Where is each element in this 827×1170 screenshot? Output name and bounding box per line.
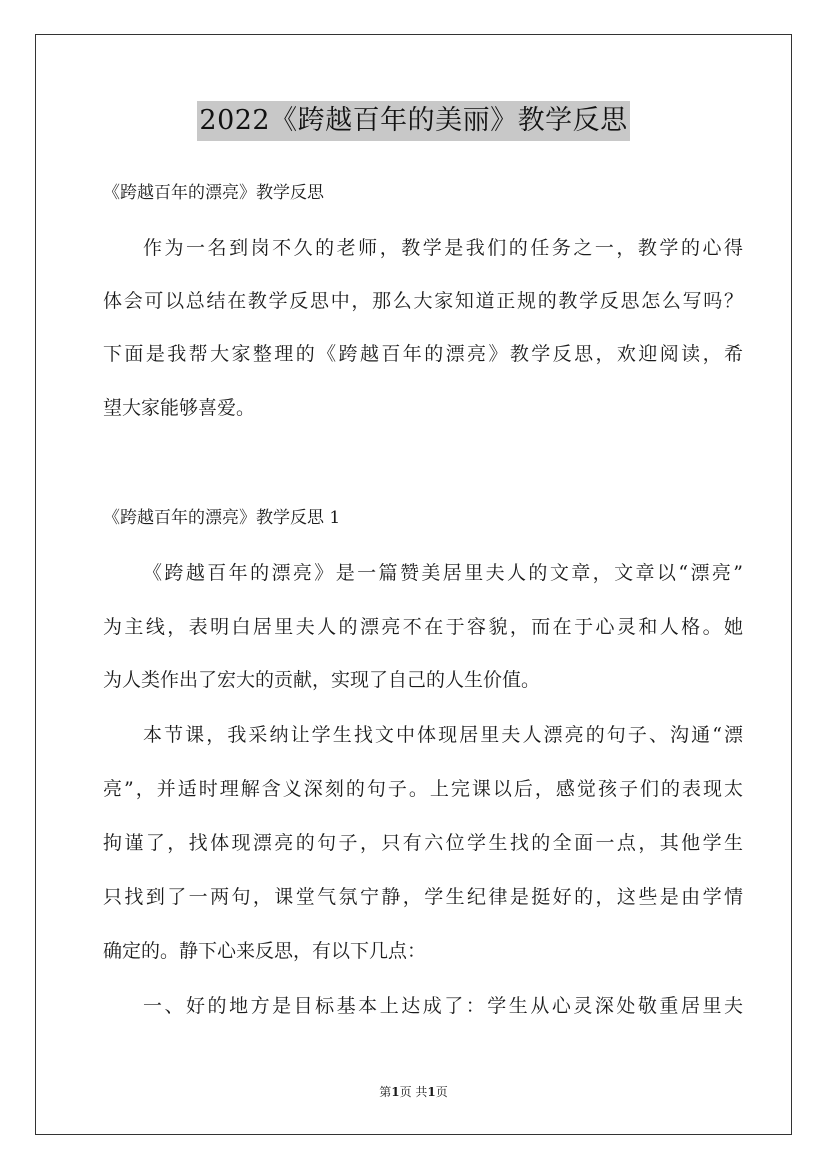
para1-line: 为主线，表明白居里夫人的漂亮不在于容貌，而在于心灵和人格。她	[103, 616, 743, 638]
footer-total-pages: 1	[427, 1085, 436, 1099]
para3-line: 一、好的地方是目标基本上达成了：学生从心灵深处敬重居里夫	[143, 995, 743, 1017]
intro-line: 作为一名到岗不久的老师，教学是我们的任务之一，教学的心得	[143, 237, 743, 259]
footer-prefix: 第	[379, 1085, 392, 1099]
para1-line: 为人类作出了宏大的贡献，实现了自己的人生价值。	[103, 669, 541, 691]
intro-heading: 《跨越百年的漂亮》教学反思	[103, 183, 324, 203]
section-heading: 《跨越百年的漂亮》教学反思 1	[103, 508, 341, 528]
document-title: 2022《跨越百年的美丽》教学反思	[197, 101, 629, 141]
footer-current-page: 1	[391, 1085, 400, 1099]
para1-line: 《跨越百年的漂亮》是一篇赞美居里夫人的文章，文章以“漂亮”	[143, 562, 743, 584]
para2-line: 本节课，我采纳让学生找文中体现居里夫人漂亮的句子、沟通“漂	[143, 724, 743, 746]
para2-line: 只找到了一两句，课堂气氛宁静，学生纪律是挺好的，这些是由学情	[103, 886, 743, 908]
intro-line: 下面是我帮大家整理的《跨越百年的漂亮》教学反思，欢迎阅读，希	[103, 343, 743, 365]
footer-suffix: 页	[435, 1085, 448, 1099]
para2-line: 拘谨了，找体现漂亮的句子，只有六位学生找的全面一点，其他学生	[103, 832, 743, 854]
page-footer	[0, 1084, 827, 1100]
para2-line: 确定的。静下心来反思，有以下几点：	[103, 940, 427, 962]
intro-line: 望大家能够喜爱。	[103, 397, 256, 419]
para2-line: 亮”，并适时理解含义深刻的句子。上完课以后，感觉孩子们的表现太	[103, 778, 743, 800]
title-wrap	[0, 101, 827, 141]
intro-line: 体会可以总结在教学反思中，那么大家知道正规的教学反思怎么写吗？	[103, 290, 743, 312]
footer-mid: 页 共	[399, 1085, 428, 1099]
